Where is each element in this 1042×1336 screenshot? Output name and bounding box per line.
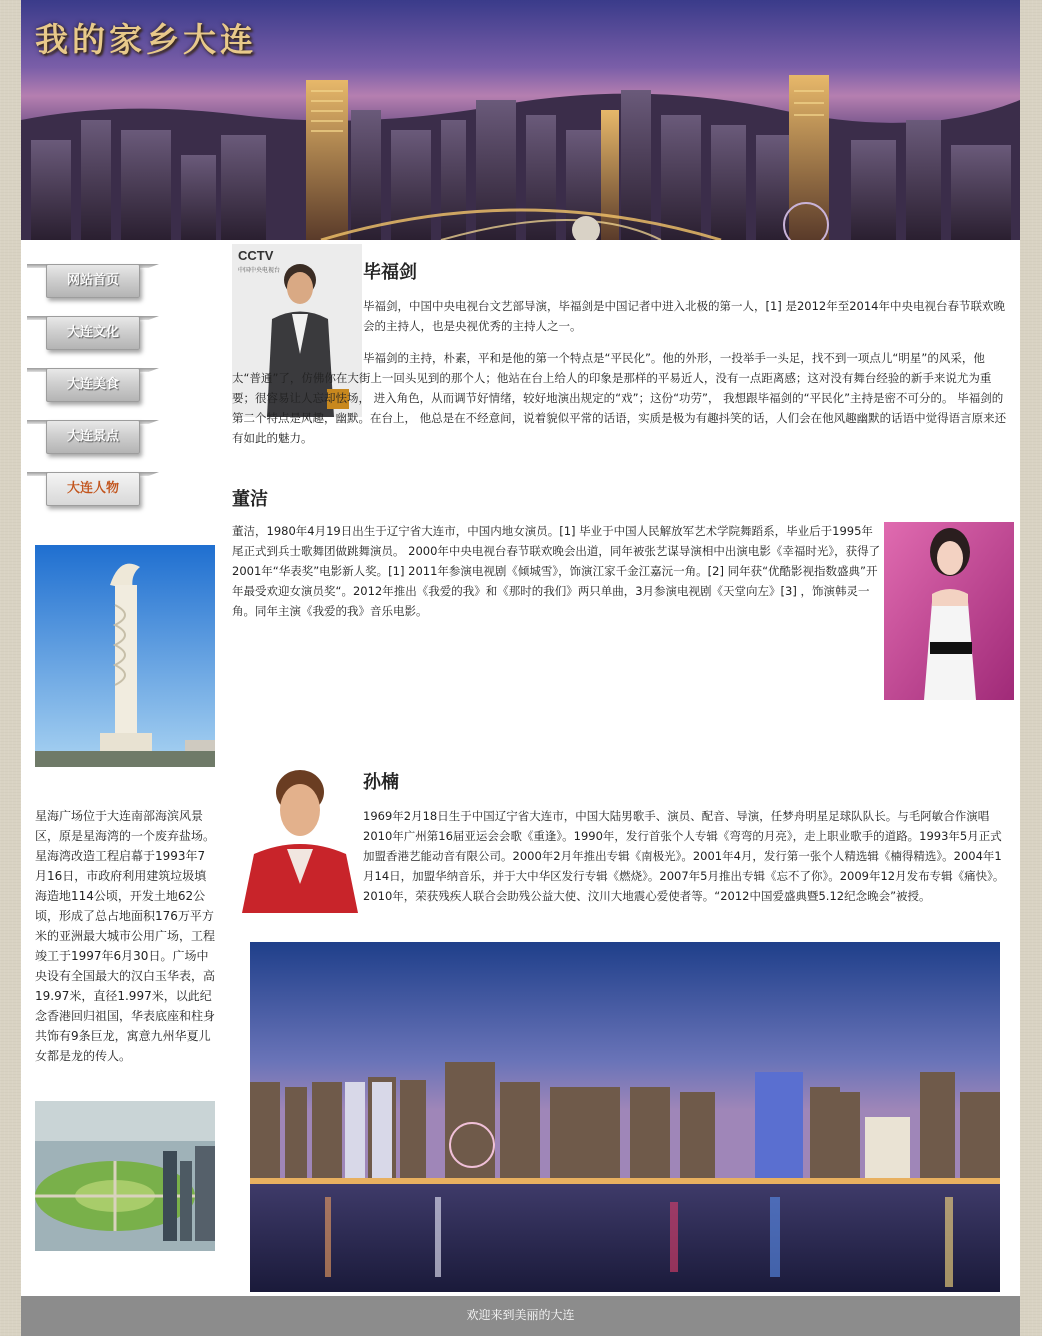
person-name: 毕福剑 (363, 262, 417, 283)
svg-text:CCTV: CCTV (238, 248, 274, 263)
nav-item-food[interactable] (27, 366, 159, 410)
nav-item-culture[interactable] (27, 314, 159, 358)
city-skyline-image (21, 60, 1020, 240)
person-bio-paragraph: 毕福剑，中国中央电视台文艺部导演，毕福剑是中国记者中进入北极的第一人，[1] 是2012年至2014年中央电视台春节联欢晚会的主持人，也是央视优秀的主持人之一。 (363, 299, 1005, 333)
nav-item-label: 大连景点 (46, 420, 140, 454)
footer-text: 欢迎来到美丽的大连 (466, 1308, 575, 1322)
nav-item-label: 大连人物 (46, 472, 140, 506)
nav-item-label: 大连美食 (46, 368, 140, 402)
site-title: 我的家乡大连 (35, 20, 257, 59)
sun-nan-photo (232, 754, 362, 913)
huabiao-column-image (35, 545, 215, 767)
nav-item-label: 大连文化 (46, 316, 140, 350)
person-name: 孙楠 (363, 772, 399, 793)
page-container (21, 0, 1020, 1336)
person-name: 董洁 (232, 489, 268, 510)
xinghai-square-aerial-image (35, 1101, 215, 1251)
nav-item-home[interactable] (27, 262, 159, 306)
nav-item-attractions[interactable] (27, 418, 159, 462)
person-bio-paragraph: 董洁，1980年4月19日出生于辽宁省大连市，中国内地女演员。[1] 毕业于中国人民解放军艺术学院舞蹈系，毕业后于1995年尾正式到兵士歌舞团做跳舞演员。 2000年中央电视台春节联欢晚会出道，同年被张艺谋导演相中出演电影《幸福时光》，获得了2001年“华表奖”电影新人奖。[1] 2011年参演电视剧《倾城雪》，饰演江家千金江嘉沅一角。[2] 同年获“优酷影视指数盛典”开年最受欢迎女演员奖“。2012年推出《我爱的我》和《那时的我们》两只单曲，3月参演电视剧《天堂向左》[3] ，饰演韩灵一角。同年主演《我爱的我》音乐电影。 (232, 524, 881, 618)
dong-jie-photo (884, 522, 1014, 700)
person-bio-paragraph: 1969年2月18日生于中国辽宁省大连市，中国大陆男歌手、演员、配音、导演，任梦舟明星足球队队长。与毛阿敏合作演唱2010年广州第16届亚运会会歌《重逢》。1990年，发行首张个人专辑《弯弯的月亮》，走上职业歌手的道路。1993年5月正式加盟香港艺能动音有限公司。2000年2月年推出专辑《南极光》。2001年4月，发行第一张个人精选辑《楠得精选》。2004年1月14日，加盟华纳音乐，并于大中华区发行专辑《燃烧》。2007年5月推出专辑《忘不了你》。2009年12月发布专辑《痛快》。2010年，荣获残疾人联合会助残公益大使、汶川大地震心爱使者等。“2012中国爱盛典暨5.12纪念晚会”被授。 (363, 809, 1005, 903)
svg-text:中国中央电视台: 中国中央电视台 (238, 268, 281, 274)
dalian-night-skyline-image (250, 942, 1000, 1292)
nav-item-label: 网站首页 (46, 264, 140, 298)
header-banner (21, 0, 1020, 240)
person-bio-paragraph: 毕福剑的主持，朴素，平和是他的第一个特点是“平民化”。他的外形，一投举手一头足，找不到一项点儿“明星”的风采，他太“普通”了，仿佛你在大街上一回头见到的那个人；他站在台上给人的印象是那样的平易近人，没有一点距离感；这对没有舞台经验的新手来说尤为重要；很容易让人忘却怯场， 进入角色，从而调节好情绪，较好地演出规定的“戏”；这份“功劳”， 我想跟毕福剑的“平民化”主持是密不可分的。 毕福剑的第二个特点是风趣，幽默。在台上， 他总是在不经意间，说着貌似平常的话语，实质是极为有趣抖笑的话，人们会在他风趣幽默的话语中觉得语言原来还有如此的魅力。 (232, 351, 1007, 445)
xinghai-square-description: 星海广场位于大连南部海滨风景区，原是星海湾的一个废弃盐场。星海湾改造工程启幕于1993年7月16日，市政府利用建筑垃圾填海造地114公顷，开发土地62公顷，形成了总占地面积176万平方米的亚洲最大城市公用广场，工程竣工于1997年6月30日。广场中央设有全国最大的汉白玉华表，高19.97米，直径1.997米，以此纪念香港回归祖国，华表底座和柱身共饰有9条巨龙，寓意九州华夏儿女都是龙的传人。 (35, 809, 216, 1063)
nav-item-people[interactable] (27, 470, 159, 514)
footer (21, 1296, 1020, 1336)
